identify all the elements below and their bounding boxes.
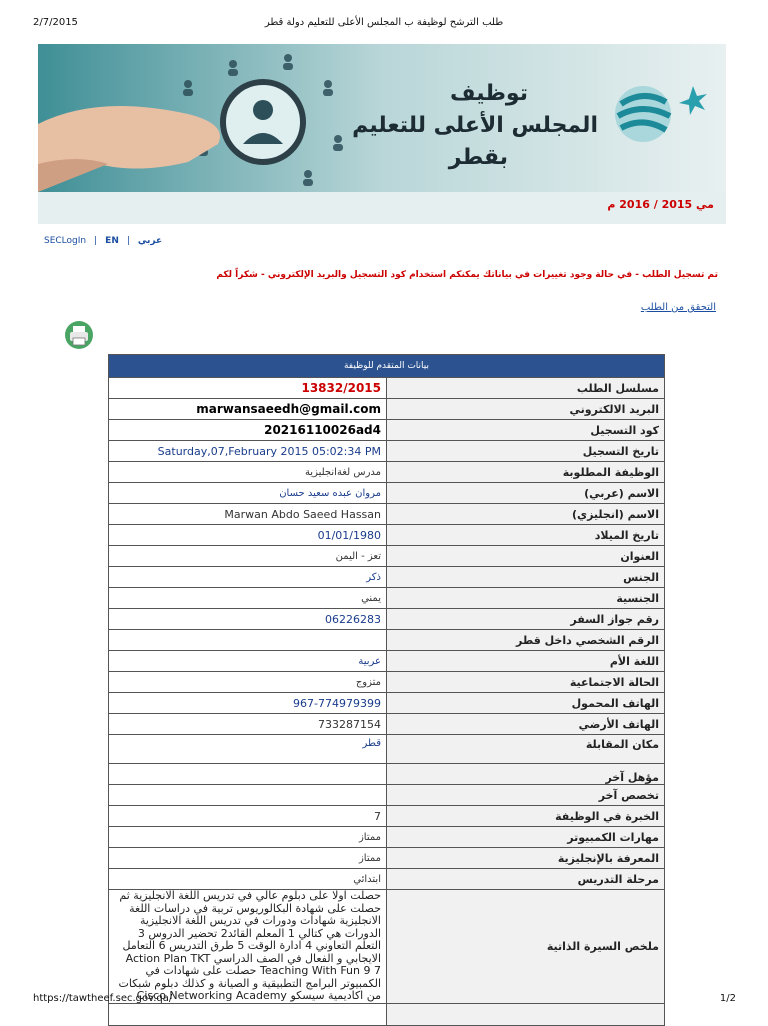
qatar-id-value	[109, 630, 387, 651]
mother-tongue-value: عربية	[109, 651, 387, 672]
cv-summary-label: ملخص السيرة الذاتية	[387, 890, 665, 1004]
interview-place-value: قطر	[109, 735, 387, 764]
landline-label: الهاتف الأرضي	[387, 714, 665, 735]
login-link[interactable]: SECLogIn	[44, 236, 87, 246]
other-specialty-value	[109, 785, 387, 806]
experience-label: الخبرة في الوظيفة	[387, 806, 665, 827]
table-row	[109, 693, 665, 714]
arabic-link[interactable]: عربي	[137, 236, 163, 246]
empty-cell	[109, 1003, 387, 1025]
language-bar	[44, 236, 162, 246]
name-english-value: Marwan Abdo Saeed Hassan	[109, 504, 387, 525]
name-english-label: الاسم (انجليزي)	[387, 504, 665, 525]
marital-status-value: متزوج	[109, 672, 387, 693]
registration-code-label: كود التسجيل	[387, 420, 665, 441]
qatar-id-label: الرقم الشخصي داخل قطر	[387, 630, 665, 651]
email-value: marwansaeedh@gmail.com	[109, 399, 387, 420]
table-row	[109, 609, 665, 630]
print-page-title: طلب الترشح لوظيفة ب المجلس الأعلى للتعليم دولة قطر	[264, 17, 504, 28]
banner-line1: توظيف	[450, 81, 528, 106]
table-row	[109, 764, 665, 785]
address-label: العنوان	[387, 546, 665, 567]
header-banner	[38, 44, 726, 192]
applicant-data-table	[108, 354, 665, 1026]
serial-value: 13832/2015	[109, 378, 387, 399]
birthdate-label: تاريخ الميلاد	[387, 525, 665, 546]
table-row	[109, 420, 665, 441]
banner-graphic	[38, 44, 726, 192]
passport-value: 06226283	[109, 609, 387, 630]
table-row	[109, 735, 665, 764]
printer-icon[interactable]	[64, 320, 94, 350]
english-knowledge-value: ممتاز	[109, 848, 387, 869]
table-row	[109, 504, 665, 525]
registration-notice: تم تسجيل الطلب - في حالة وجود تغييرات في بياناتك يمكنكم استخدام كود التسجيل والبريد الإلكتروني - شكراً لكم	[216, 270, 718, 280]
other-specialty-label: تخصص آخر	[387, 785, 665, 806]
table-row	[109, 441, 665, 462]
interview-place-label: مكان المقابلة	[387, 735, 665, 764]
academic-year: مي 2015 / 2016 م	[607, 198, 714, 211]
check-application-link[interactable]: التحقق من الطلب	[640, 302, 716, 313]
empty-cell	[387, 1003, 665, 1025]
experience-value: 7	[109, 806, 387, 827]
table-row	[109, 785, 665, 806]
table-row	[109, 651, 665, 672]
table-row	[109, 588, 665, 609]
table-row	[109, 525, 665, 546]
mobile-label: الهاتف المحمول	[387, 693, 665, 714]
email-label: البريد الالكتروني	[387, 399, 665, 420]
marital-status-label: الحالة الاجتماعية	[387, 672, 665, 693]
table-row	[109, 848, 665, 869]
teaching-stage-label: مرحلة التدريس	[387, 869, 665, 890]
table-row	[109, 672, 665, 693]
table-row	[109, 567, 665, 588]
nationality-value: يمني	[109, 588, 387, 609]
name-arabic-label: الاسم (عربي)	[387, 483, 665, 504]
table-row	[109, 827, 665, 848]
serial-label: مسلسل الطلب	[387, 378, 665, 399]
passport-label: رقم جواز السفر	[387, 609, 665, 630]
table-row	[109, 714, 665, 735]
other-qualification-label: مؤهل آخر	[387, 764, 665, 785]
job-value: مدرس لغةانجليزية	[109, 462, 387, 483]
table-title: بيانات المتقدم للوظيفة	[109, 355, 665, 378]
gender-value: ذكر	[109, 567, 387, 588]
table-row	[109, 399, 665, 420]
table-row	[109, 1003, 665, 1025]
banner-line3: بقطر	[448, 145, 508, 170]
computer-skills-value: ممتاز	[109, 827, 387, 848]
table-row	[109, 869, 665, 890]
english-knowledge-label: المعرفة بالإنجليزية	[387, 848, 665, 869]
gender-label: الجنس	[387, 567, 665, 588]
print-url: https://tawtheef.sec.gov.qa/	[33, 993, 173, 1004]
print-page-number: 1/2	[719, 993, 736, 1004]
teaching-stage-value: ابتدائي	[109, 869, 387, 890]
address-value: تعز - اليمن	[109, 546, 387, 567]
print-date: 2/7/2015	[33, 17, 78, 28]
table-row	[109, 806, 665, 827]
banner-line2: المجلس الأعلى للتعليم	[352, 113, 598, 138]
table-row	[109, 462, 665, 483]
table-row	[109, 630, 665, 651]
table-row	[109, 890, 665, 1004]
computer-skills-label: مهارات الكمبيوتر	[387, 827, 665, 848]
other-qualification-value	[109, 764, 387, 785]
landline-value: 733287154	[109, 714, 387, 735]
table-row	[109, 546, 665, 567]
registration-date-label: تاريخ التسجيل	[387, 441, 665, 462]
registration-date-value: Saturday,07,February 2015 05:02:34 PM	[109, 441, 387, 462]
english-link[interactable]: EN	[105, 236, 119, 246]
divider: |	[94, 236, 98, 246]
table-row	[109, 483, 665, 504]
job-label: الوظيفة المطلوبة	[387, 462, 665, 483]
mother-tongue-label: اللغة الأم	[387, 651, 665, 672]
name-arabic-value: مروان عبده سعيد حسان	[109, 483, 387, 504]
table-row	[109, 378, 665, 399]
registration-code-value: 20216110026ad4	[109, 420, 387, 441]
cv-summary-value: حصلت اولا على دبلوم عالي في تدريس اللغة الانجليزية ثم حصلت على شهادة البكالوريوس تربية في دراسات اللغة الانجليزية شهادات ودورات في تدريس اللغة الانجليزية الدورات هي كتالي 1 المعلم القائد2 تحضير الدروس 3 التعلم التعاوني 4 ادارة الوقت 5 طرق التدريس 6 التعامل الايجابي و الفعال في الصف الدراسي Action Plan TKT Teaching With Fun 9 7 حصلت على شهادات في الكمبيوتر البرامج التطبيقية و الصيانة و كذلك دبلوم شبكات من اكاديمية سيسكو Cisco Networking Academy	[109, 890, 387, 1004]
nationality-label: الجنسية	[387, 588, 665, 609]
mobile-value: 967-774979399	[109, 693, 387, 714]
divider: |	[126, 236, 130, 246]
birthdate-value: 01/01/1980	[109, 525, 387, 546]
